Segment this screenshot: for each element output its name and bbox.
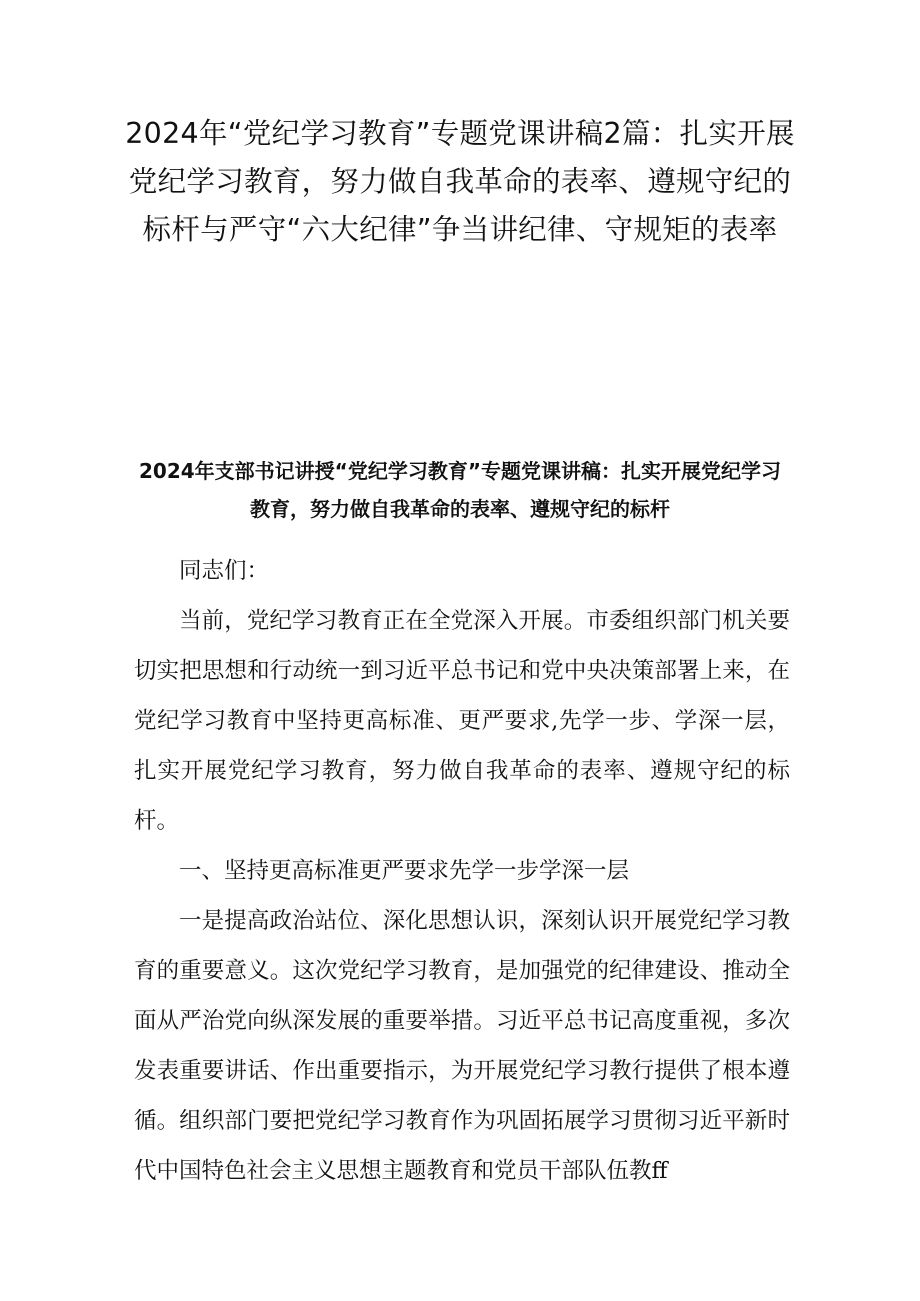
salutation-paragraph: 同志们： [179,558,270,584]
body-paragraph: 一是提高政治站位、深化思想认识，深刻认识开展党纪学习教育的重要意义。这次党纪学习教育，是加强党的纪律建设、推动全面从严治党向纵深发展的重要举措。习近平总书记高度重视，多次发表重要讲话、作出重要指示，为开展党纪学习教行提供了根本遵循。组织部门要把党纪学习教育作为巩固拓展学习贯彻习近平新时代中国特色社会主义思想主题教育和党员干部队伍教ff [134,908,790,1184]
speech-title: 2024年支部书记讲授“党纪学习教育”专题党课讲稿：扎实开展党纪学习教育，努力做自我革命的表率、遵规守纪的标杆 [139,459,781,521]
speech-body [134,546,790,1196]
document-main-title: 2024年“党纪学习教育”专题党课讲稿2篇：扎实开展党纪学习教育，努力做自我革命的表率、遵规守纪的标杆与严守“六大纪律”争当讲纪律、守规矩的表率 [125,117,795,246]
intro-paragraph: 当前，党纪学习教育正在全党深入开展。市委组织部门机关要切实把思想和行动统一到习近平总书记和党中央决策部署上来，在党纪学习教育中坚持更高标准、更严要求,先学一步、学深一层，扎实开展党纪学习教育，努力做自我革命的表率、遵规守纪的标杆。 [134,608,790,834]
section-heading-1: 一、坚持更高标准更严要求先学一步学深一层 [179,858,630,884]
